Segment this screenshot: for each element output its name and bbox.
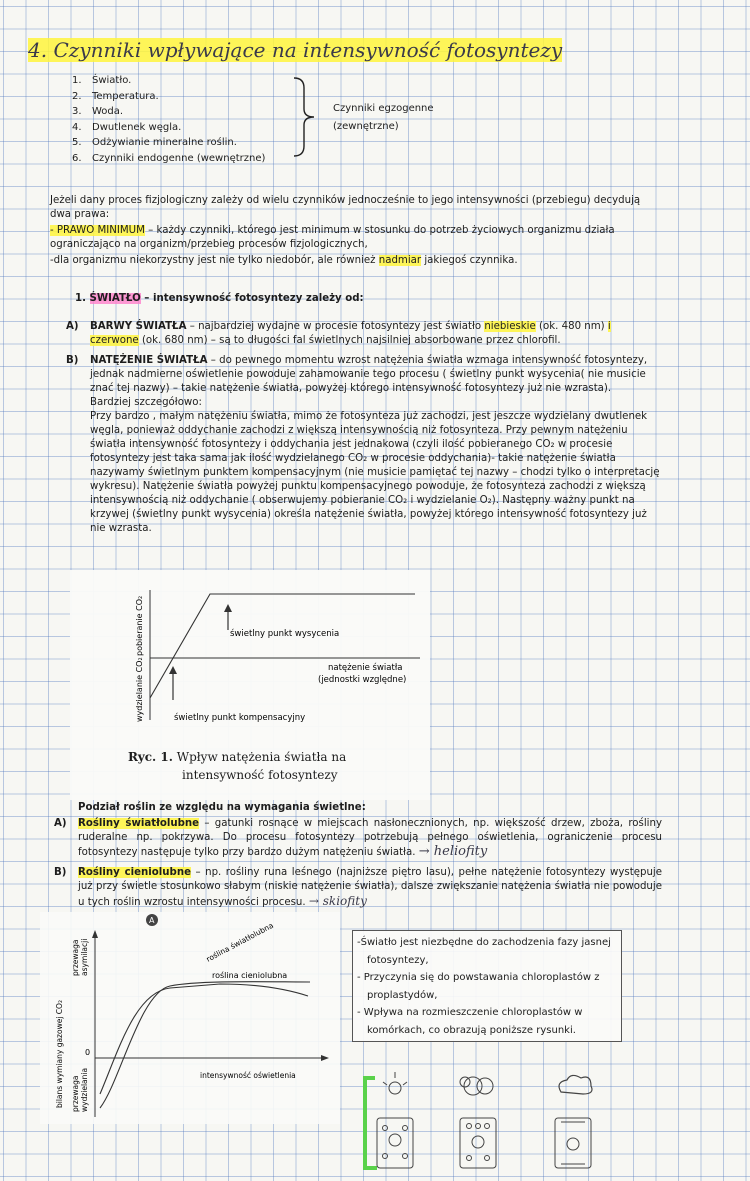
- figure-2-chart: [40, 912, 340, 1124]
- y-label-bottom: wydzielanie CO₂: [135, 657, 144, 722]
- chloroplast-drawings: [355, 1060, 625, 1172]
- exogenous-label: Czynniki egzogenne (zewnętrzne): [333, 103, 434, 132]
- cell-icon: [555, 1118, 591, 1168]
- list-item: 5. Odżywianie mineralne roślin.: [72, 137, 237, 148]
- list-item: 6. Czynniki endogenne (wewnętrzne): [72, 152, 266, 164]
- law-second: -dla organizmu niekorzystny jest nie tylko niedobór, ale również nadmiar jakiegoś czynnika.: [50, 255, 518, 266]
- panel-label: A: [149, 916, 155, 925]
- zero-label: 0: [85, 1048, 91, 1057]
- cell-icon: [460, 1118, 496, 1168]
- list-item: - Wpływa na rozmieszczenie chloroplastów w komórkach, co obrazują poniższe rysunki.: [357, 1007, 583, 1036]
- arrow-head-icon: [224, 604, 232, 612]
- arrow-head-icon: [169, 666, 177, 674]
- intro-paragraph: Jeżeli dany proces fizjologiczny zależy od wielu czynników jednocześnie to jego intensywności (przebiegu) decydują dwa prawa: - PRAWO MINIMUM – każdy czynniki, którego jest minimum w stosunku do potrzeb życiowych organizmu działa ograniczająco na organizm/przebieg procesów fizjologicznych, -dla organizmu niekorzystny jest nie tylko niedobór, ale również nadmiar jakiegoś czynnika.: [50, 194, 660, 268]
- sun-strong-icon: [559, 1075, 592, 1094]
- item-a-light-color: A) BARWY ŚWIATŁA – najbardziej wydajne w procesie fotosyntezy jest światło niebieskie (ok. 480 nm) i czerwone (ok. 680 nm) – są to długości fal świetlnych najsilniej absorbowane przez chlorofil.: [66, 321, 611, 346]
- x-axis-label: natężenie światła: [328, 663, 403, 673]
- brace-icon: [292, 76, 316, 158]
- division-title: Podział roślin ze względu na wymagania świetlne:: [78, 802, 366, 813]
- y-bottom-label-1: przewaga: [71, 1075, 80, 1112]
- list-item: - Przyczynia się do powstawania chloroplastów z proplastydów,: [357, 972, 600, 1001]
- sun-weak-icon: [383, 1072, 407, 1094]
- item-b-light-intensity: B) NATĘŻENIE ŚWIATŁA – do pewnego momentu wzrost natężenia światła wzmaga intensywność fotosyntezy, jednak nadmierne oświetlenie powoduje zahamowanie tego procesu ( świetlny punkt wysycenia( nie musicie znać tej nazwy) – takie natężenie światła, powyżej którego intensywność fotosyntezy już nie wzrasta). Bardziej szczegółowo: Przy bardzo , małym natężeniu światła, mimo że fotosynteza już zachodzi, jest jeszcze wydzielany dwutlenek węgla, ponieważ oddychanie zachodzi z większą intensywnością niż fotosynteza. Przy pewnym natężeniu światła intensywność fotosyntezy i oddychania jest jednakowa (czyli ilość pobieranego CO₂ w procesie fotosyntezy jest taka sama jak ilość wydzielanego CO₂ w procesie oddychania)- takie natężenie światła nazywamy świetlnym punktem kompensacyjnym (nie musicie pamiętać tej nazwy – chodzi tylko o interpretację wykresu). Natężenie światła powyżej punktu kompensacyjnego powoduje, że fotosynteza zachodzi z większą intensywnością niż oddychanie ( obserwujemy pobieranie CO₂ i wydzielanie O₂). Następny ważny punkt na krzywej (świetlny punkt wysycenia) określa natężenie światła, powyżej którego intensywność fotosyntezy już nie wzrasta.: [66, 355, 660, 534]
- list-item: 3. Woda.: [72, 106, 124, 117]
- y-top-label-2: asymilacji: [80, 938, 89, 976]
- x-axis-unit: (jednostki względne): [318, 675, 407, 685]
- section-heading: 1. ŚWIATŁO – intensywność fotosyntezy zależy od:: [75, 293, 364, 304]
- y-bottom-label-2: wydzielania: [80, 1067, 89, 1112]
- x-axis-label: intensywność oświetlenia: [200, 1071, 296, 1080]
- sun-medium-icon: [460, 1077, 493, 1095]
- figure-1-caption: Ryc. 1. Wpływ natężenia światła na intensywność fotosyntezy: [128, 750, 347, 782]
- y-top-label-1: przewaga: [71, 939, 80, 976]
- list-item: 2. Temperatura.: [72, 90, 159, 102]
- compensation-label: świetlny punkt kompensacyjny: [174, 713, 306, 723]
- factor-list: [72, 73, 312, 166]
- page-title: [28, 36, 628, 64]
- list-item: -Światło jest niezbędne do zachodzenia fazy jasnej fotosyntezy,: [357, 937, 611, 966]
- y-label-top: pobieranie CO₂: [135, 595, 144, 656]
- plant-b-shade: B) Rośliny cieniolubne – np. rośliny runa leśnego (najniższe piętro lasu), pełne natężenie fotosyntezy występuje już przy świetle stosunkowo słabym (niskie natężenie światła), dalsze zwiększanie natężenia światła nie powoduje u tych roślin wzrostu intensywności procesu. → skiofity: [54, 867, 662, 908]
- saturation-label: świetlny punkt wysycenia: [230, 629, 340, 639]
- bracket-icon: [365, 1078, 377, 1168]
- figure-1: [70, 570, 430, 800]
- list-item: 4. Dwutlenek węgla.: [72, 121, 182, 133]
- page-title-text: 4. Czynniki wpływające na intensywność fotosyntezy: [28, 38, 563, 62]
- list-item: 1. Światło.: [72, 75, 132, 86]
- y-axis-label: bilans wymiany gazowej CO₂: [55, 1000, 64, 1108]
- plant-a-sun: A) Rośliny światłolubne – gatunki rosnące w miejscach nasłonecznionych, np. większość drzew, zboża, rośliny ruderalne np. pokrzywa. Do procesu fotosyntezy potrzebują pełnego oświetlenia, ograniczenie procesu fotosyntezy następuje tylko przy bardzo dużym natężeniu światła. → heliofity: [54, 818, 662, 859]
- cell-icon: [377, 1118, 413, 1168]
- sun-curve-label: roślina światłolubna: [204, 920, 275, 964]
- shade-curve-label: roślina cieniolubna: [212, 971, 288, 980]
- light-info-list: [357, 934, 617, 1039]
- law-minimum: - PRAWO MINIMUM – każdy czynniki, którego jest minimum w stosunku do potrzeb życiowych organizmu działa ograniczająco na organizm/przebieg procesów fizjologicznych,: [50, 225, 615, 250]
- light-info-box: [352, 930, 622, 1042]
